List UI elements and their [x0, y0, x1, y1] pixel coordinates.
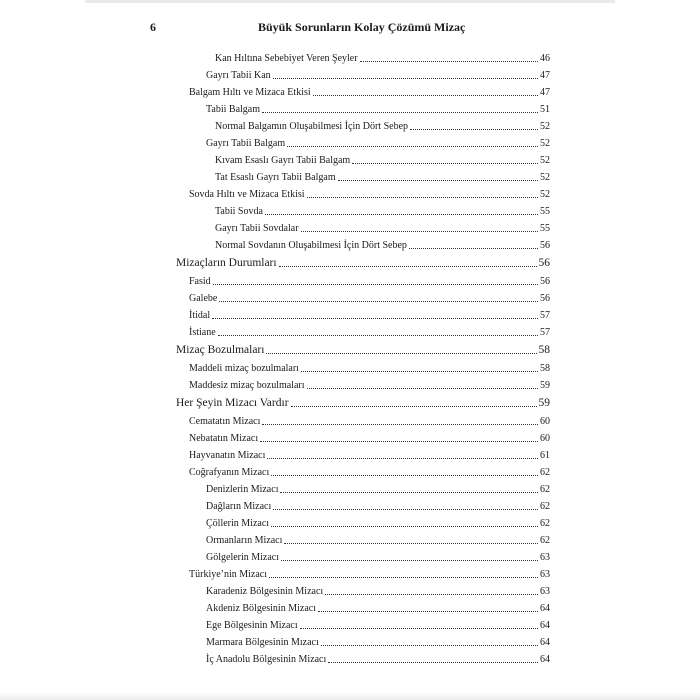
toc-entry-label: Hayvanatın Mizacı [189, 450, 266, 461]
page-edge [85, 0, 615, 3]
toc-entry-page: 57 [540, 327, 550, 338]
toc-entry-label: Çöllerin Mizacı [206, 518, 270, 529]
toc-entry [189, 413, 550, 430]
dot-leader [265, 214, 538, 215]
toc-entry [206, 101, 550, 118]
toc-entry-page: 64 [540, 620, 550, 631]
dot-leader [273, 78, 538, 79]
toc-entry-page: 56 [540, 293, 550, 304]
toc-entry [206, 583, 550, 600]
toc-entry-page: 59 [540, 380, 550, 391]
dot-leader [307, 388, 538, 389]
toc-entry [215, 169, 550, 186]
toc-entry [206, 498, 550, 515]
toc-entry-page: 64 [540, 654, 550, 665]
toc-entry-page: 62 [540, 467, 550, 478]
toc-section-page: 56 [538, 257, 550, 269]
toc-section [176, 342, 550, 359]
toc-entry-page: 52 [540, 121, 550, 132]
toc-entry-label: Akdeniz Bölgesinin Mizacı [206, 603, 316, 614]
dot-leader [291, 406, 537, 407]
toc-entry-page: 64 [540, 637, 550, 648]
toc-entry [206, 617, 550, 634]
dot-leader [287, 146, 538, 147]
dot-leader [280, 492, 538, 493]
toc-section-label: Mizaç Bozulmaları [176, 344, 265, 356]
toc-entry-page: 62 [540, 518, 550, 529]
page-header [0, 17, 700, 37]
toc-entry-page: 47 [540, 87, 550, 98]
toc-entry-label: Ege Bölgesinin Mizacı [206, 620, 298, 631]
dot-leader [219, 301, 538, 302]
dot-leader [325, 594, 538, 595]
dot-leader [360, 61, 538, 62]
toc-entry-label: Galebe [189, 293, 218, 304]
toc-entry [206, 634, 550, 651]
dot-leader [328, 662, 538, 663]
toc-entry [189, 360, 550, 377]
toc-section-page: 58 [538, 344, 550, 356]
toc-entry [215, 237, 550, 254]
toc-entry-page: 52 [540, 172, 550, 183]
toc-entry-label: İç Anadolu Bölgesinin Mizacı [206, 654, 327, 665]
dot-leader [281, 560, 538, 561]
toc-entry-label: Gayrı Tabii Balgam [206, 138, 286, 149]
toc-entry [189, 307, 550, 324]
dot-leader [271, 475, 538, 476]
toc-entry [189, 186, 550, 203]
toc-entry [206, 651, 550, 668]
toc-entry [189, 430, 550, 447]
toc-entry [189, 447, 550, 464]
toc-entry-page: 63 [540, 552, 550, 563]
toc-entry-label: Denizlerin Mizacı [206, 484, 279, 495]
dot-leader [301, 231, 538, 232]
dot-leader [267, 458, 538, 459]
toc-section [176, 255, 550, 272]
toc-section-label: Mizaçların Durumları [176, 257, 277, 269]
toc-entry-page: 60 [540, 416, 550, 427]
toc-entry [189, 566, 550, 583]
dot-leader [307, 197, 538, 198]
toc-entry [189, 290, 550, 307]
dot-leader [271, 526, 538, 527]
toc-entry [189, 464, 550, 481]
toc-entry-page: 62 [540, 535, 550, 546]
toc-entry-page: 51 [540, 104, 550, 115]
toc-entry [206, 549, 550, 566]
toc-entry-page: 63 [540, 569, 550, 580]
toc-entry-label: Maddeli mizaç bozulmaları [189, 363, 299, 374]
dot-leader [260, 441, 538, 442]
toc-entry [189, 377, 550, 394]
dot-leader [213, 284, 538, 285]
dot-leader [321, 645, 538, 646]
toc-entry-page: 58 [540, 363, 550, 374]
toc-entry-label: Ormanların Mizacı [206, 535, 283, 546]
toc-entry-label: Normal Balgamın Oluşabilmesi İçin Dört Sebep [215, 121, 409, 132]
toc-entry [189, 84, 550, 101]
toc-entry-label: Maddesiz mizaç bozulmaları [189, 380, 305, 391]
dot-leader [409, 248, 538, 249]
toc-entry [215, 152, 550, 169]
toc-entry-page: 52 [540, 189, 550, 200]
dot-leader [318, 611, 538, 612]
toc-entry-label: Cematatın Mizacı [189, 416, 261, 427]
dot-leader [266, 353, 536, 354]
toc-entry-label: Marmara Bölgesinin Mızacı [206, 637, 319, 648]
toc-entry-label: Dağların Mizacı [206, 501, 272, 512]
toc-entry-page: 52 [540, 155, 550, 166]
toc-entry-page: 55 [540, 223, 550, 234]
toc-entry [206, 67, 550, 84]
toc-entry [206, 135, 550, 152]
toc-entry-label: Gayrı Tabii Kan [206, 70, 271, 81]
toc-entry [189, 273, 550, 290]
toc-entry-label: Gölgelerin Mizacı [206, 552, 280, 563]
toc-section [176, 395, 550, 412]
toc-entry [206, 532, 550, 549]
toc-entry-page: 63 [540, 586, 550, 597]
toc-entry-page: 56 [540, 276, 550, 287]
toc-entry-page: 64 [540, 603, 550, 614]
dot-leader [269, 577, 538, 578]
toc-entry-page: 47 [540, 70, 550, 81]
toc-entry-label: Sovda Hıltı ve Mizaca Etkisi [189, 189, 305, 200]
dot-leader [212, 318, 538, 319]
toc-entry [206, 481, 550, 498]
dot-leader [301, 371, 538, 372]
toc-entry-label: Türkiye’nin Mizacı [189, 569, 268, 580]
toc-entry [215, 50, 550, 67]
toc-entry-label: Kan Hıltına Sebebiyet Veren Şeyler [215, 53, 358, 64]
toc-entry-page: 60 [540, 433, 550, 444]
dot-leader [300, 628, 538, 629]
dot-leader [313, 95, 538, 96]
toc-entry-page: 62 [540, 484, 550, 495]
dot-leader [284, 543, 538, 544]
toc-entry-label: İstiane [189, 327, 216, 338]
toc-entry-label: Fasid [189, 276, 211, 287]
toc-entry [215, 203, 550, 220]
toc-entry-label: Kıvam Esaslı Gayrı Tabii Balgam [215, 155, 351, 166]
page-number: 6 [150, 20, 156, 34]
toc-entry-label: Gayrı Tabii Sovdalar [215, 223, 299, 234]
toc-section-page: 59 [538, 397, 550, 409]
toc-entry-page: 61 [540, 450, 550, 461]
toc-entry-page: 57 [540, 310, 550, 321]
toc-entry [215, 118, 550, 135]
toc-entry-label: Balgam Hıltı ve Mizaca Etkisi [189, 87, 311, 98]
dot-leader [279, 266, 537, 267]
toc-entry [189, 324, 550, 341]
dot-leader [273, 509, 538, 510]
toc-entry-label: Tat Esaslı Gayrı Tabii Balgam [215, 172, 336, 183]
dot-leader [218, 335, 538, 336]
toc-entry-page: 62 [540, 501, 550, 512]
dot-leader [352, 163, 538, 164]
toc-entry [215, 220, 550, 237]
toc-entry-page: 55 [540, 206, 550, 217]
toc-entry-label: Normal Sovdanın Oluşabilmesi İçin Dört Sebep [215, 240, 407, 251]
toc-entry-label: Tabii Sovda [215, 206, 263, 217]
toc-entry [206, 600, 550, 617]
dot-leader [338, 180, 538, 181]
toc-entry-label: Karadeniz Bölgesinin Mizacı [206, 586, 324, 597]
dot-leader [410, 129, 538, 130]
toc-entry-page: 52 [540, 138, 550, 149]
toc-entry-page: 46 [540, 53, 550, 64]
toc-entry-page: 56 [540, 240, 550, 251]
toc-section-label: Her Şeyin Mizacı Vardır [176, 397, 289, 409]
running-title: Büyük Sorunların Kolay Çözümü Mizaç [258, 20, 466, 34]
dot-leader [262, 424, 538, 425]
dot-leader [262, 112, 538, 113]
toc-entry [206, 515, 550, 532]
toc-entry-label: Nebatatın Mizacı [189, 433, 259, 444]
toc-entry-label: İtidal [189, 310, 211, 321]
toc-entry-label: Tabii Balgam [206, 104, 261, 115]
page-edge-shadow [0, 692, 700, 700]
toc-entry-label: Coğrafyanın Mizacı [189, 467, 270, 478]
